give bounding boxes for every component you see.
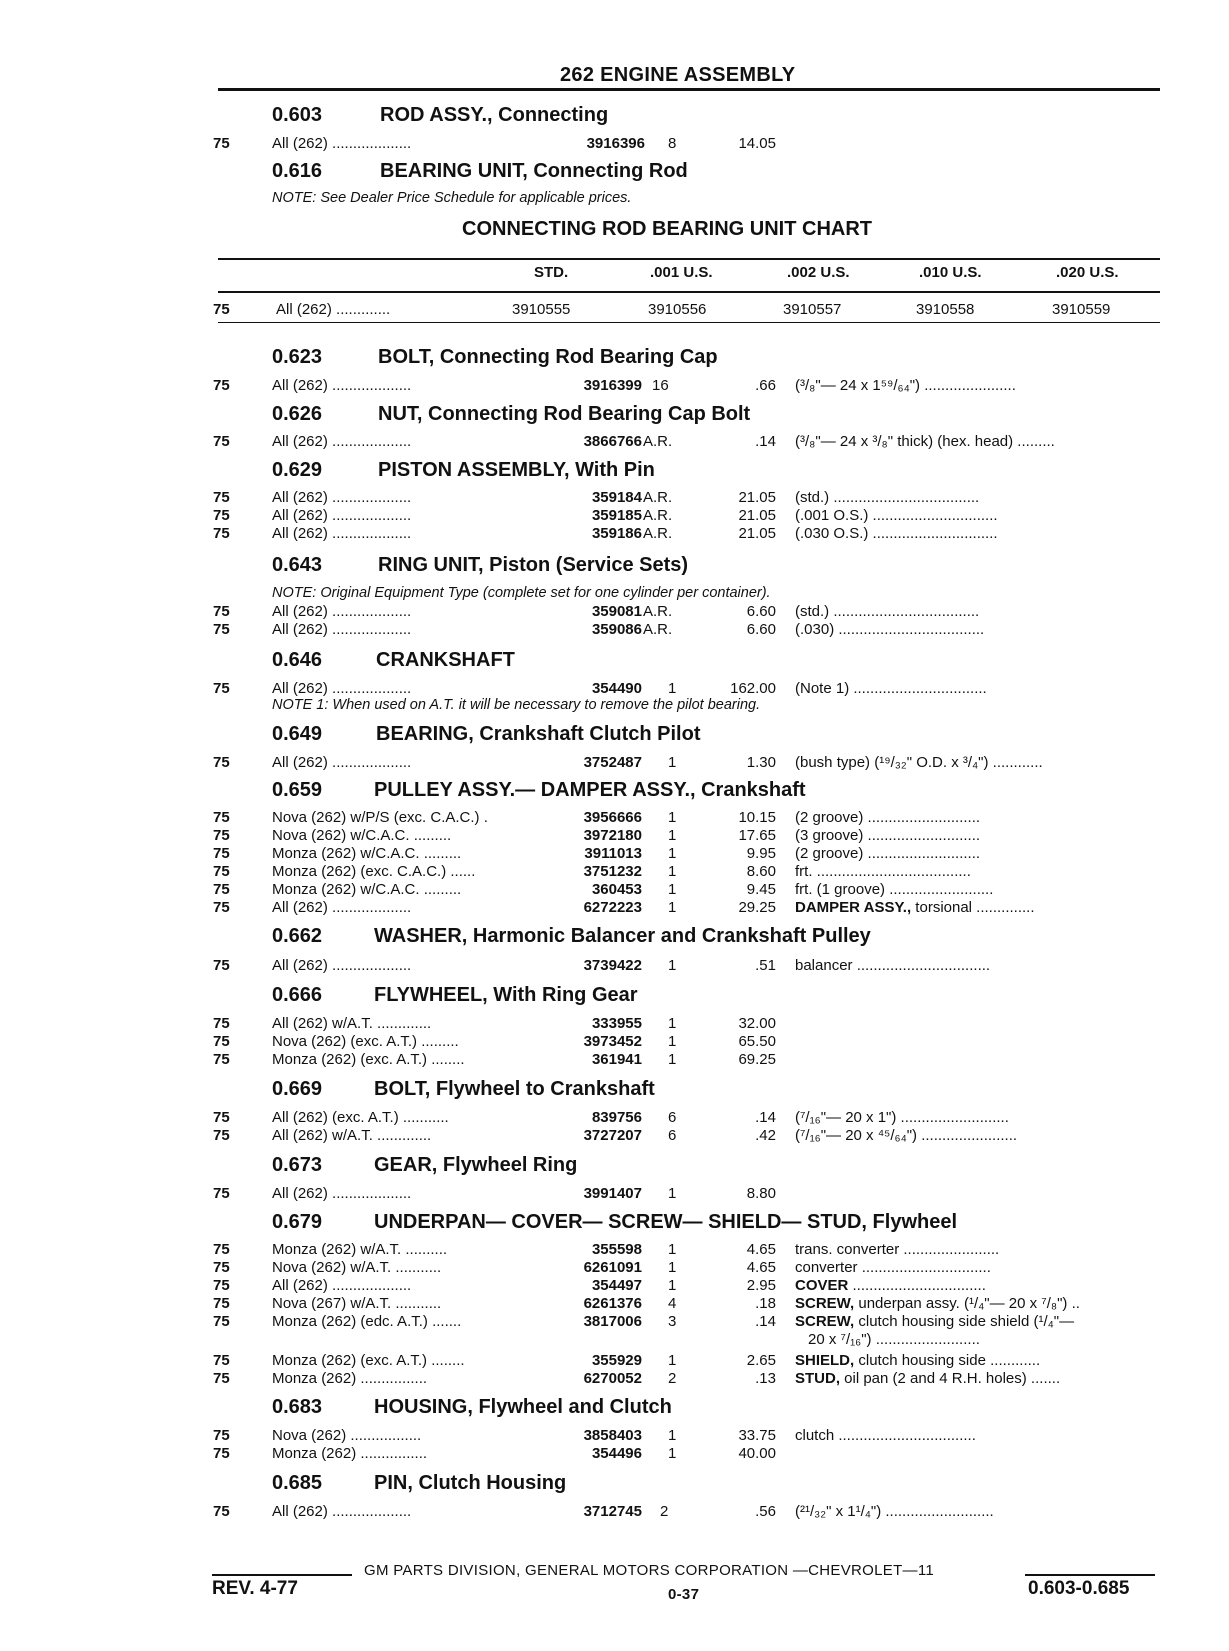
remark-text: underpan assy. (¹/₄"— 20 x ⁷/₈") ..	[854, 1295, 1080, 1312]
remark: (⁷/₁₆"— 20 x 1") ..........................	[795, 1109, 1009, 1126]
price: 2.95	[746, 1277, 776, 1294]
chart-header-002: .002 U.S.	[787, 264, 850, 281]
part-number: 3866766	[583, 433, 642, 450]
quantity: 1	[668, 845, 677, 862]
note: NOTE: Original Equipment Type (complete set for one cylinder per container).	[272, 585, 771, 601]
remark: (2 groove) ...........................	[795, 809, 981, 826]
part-number: 3752487	[583, 754, 642, 771]
remark-bold: SCREW,	[795, 1295, 855, 1312]
application: Nova (262) w/P/S (exc. C.A.C.) .	[272, 809, 488, 826]
price: 40.00	[738, 1445, 776, 1462]
quantity: 1	[668, 680, 677, 697]
year: 75	[213, 809, 230, 826]
application: All (262) ...................	[272, 489, 412, 506]
price: 2.65	[746, 1352, 776, 1369]
chart-header-std: STD.	[534, 264, 569, 281]
price: .14	[755, 433, 776, 450]
quantity: A.R.	[643, 603, 673, 620]
section-title: CRANKSHAFT	[376, 649, 515, 671]
quantity: 1	[668, 957, 677, 974]
quantity: 1	[668, 899, 677, 916]
part-number: 3956666	[583, 809, 642, 826]
remark	[795, 1352, 1040, 1369]
part-number: 354497	[591, 1277, 642, 1294]
price: 21.05	[738, 507, 776, 524]
part-number: 3712745	[583, 1503, 642, 1520]
quantity: 1	[668, 1352, 677, 1369]
section-title: BOLT, Flywheel to Crankshaft	[374, 1078, 655, 1100]
application: All (262) ...................	[272, 1503, 412, 1520]
remark: (³/₈"— 24 x ³/₈" thick) (hex. head) .........	[795, 433, 1055, 450]
year: 75	[213, 621, 230, 638]
application: All (262) ...................	[272, 680, 412, 697]
year: 75	[213, 1427, 230, 1444]
year: 75	[213, 489, 230, 506]
application: Monza (262) (exc. A.T.) ........	[272, 1352, 465, 1369]
year: 75	[213, 1051, 230, 1068]
quantity: 1	[668, 1015, 677, 1032]
footer-corporation: GM PARTS DIVISION, GENERAL MOTORS CORPORATION —CHEVROLET—11	[364, 1562, 935, 1579]
remark-bold: COVER	[795, 1277, 849, 1294]
price: 9.95	[746, 845, 776, 862]
part-number: 6270052	[583, 1370, 642, 1387]
price: 21.05	[738, 525, 776, 542]
year: 75	[213, 525, 230, 542]
section-number: 0.629	[272, 459, 323, 481]
section-title: RING UNIT, Piston (Service Sets)	[378, 554, 689, 576]
part-number: 359185	[591, 507, 642, 524]
quantity: 1	[668, 1427, 677, 1444]
chart-value: 3910559	[1052, 301, 1111, 318]
year: 75	[213, 1109, 230, 1126]
section-number: 0.683	[272, 1396, 323, 1418]
application: All (262) ...................	[272, 525, 412, 542]
section-number: 0.679	[272, 1211, 323, 1233]
quantity: 2	[668, 1370, 677, 1387]
quantity: 1	[668, 1445, 677, 1462]
year: 75	[213, 680, 230, 697]
application: All (262) ...................	[272, 957, 412, 974]
application: Monza (262) w/C.A.C. .........	[272, 845, 462, 862]
application: All (262) (exc. A.T.) ...........	[272, 1109, 449, 1126]
remark-bold: STUD,	[795, 1370, 840, 1387]
remark-bold: DAMPER ASSY.,	[795, 899, 912, 916]
part-number: 359081	[591, 603, 642, 620]
application: Monza (262) (exc. C.A.C.) ......	[272, 863, 476, 880]
remark-text: ................................	[848, 1277, 986, 1294]
section-number: 0.666	[272, 984, 323, 1006]
price: 1.30	[746, 754, 776, 771]
remark-bold: SHIELD,	[795, 1352, 855, 1369]
remark: converter ...............................	[795, 1259, 991, 1276]
section-title: BEARING UNIT, Connecting Rod	[380, 160, 688, 182]
year: 75	[213, 1370, 230, 1387]
application: Nova (262) w/A.T. ...........	[272, 1259, 442, 1276]
section-title: HOUSING, Flywheel and Clutch	[374, 1396, 672, 1418]
price: 21.05	[738, 489, 776, 506]
price: 9.45	[746, 881, 776, 898]
part-number: 3817006	[583, 1313, 642, 1330]
remark: (³/₈"— 24 x 1⁵⁹/₆₄") ......................	[795, 377, 1016, 394]
section-number: 0.603	[272, 104, 323, 126]
remark	[795, 1313, 1074, 1330]
application: All (262) ...................	[272, 433, 412, 450]
footer-page-number: 0-37	[668, 1586, 700, 1603]
part-number: 3973452	[583, 1033, 642, 1050]
section-number: 0.616	[272, 160, 323, 182]
year: 75	[213, 1015, 230, 1032]
year: 75	[213, 957, 230, 974]
part-number: 3991407	[583, 1185, 642, 1202]
part-number: 359186	[591, 525, 642, 542]
price: 65.50	[738, 1033, 776, 1050]
part-number: 355598	[591, 1241, 642, 1258]
price: .51	[755, 957, 776, 974]
quantity: 6	[668, 1109, 677, 1126]
section-title: ROD ASSY., Connecting	[380, 104, 609, 126]
application: All (262) ...................	[272, 135, 412, 152]
remark-text: clutch housing side ............	[854, 1352, 1041, 1369]
remark: (std.) ...................................	[795, 603, 980, 620]
remark: (2 groove) ...........................	[795, 845, 981, 862]
chart-title: CONNECTING ROD BEARING UNIT CHART	[462, 218, 872, 240]
remark: trans. converter .......................	[795, 1241, 1000, 1258]
quantity: A.R.	[643, 621, 673, 638]
price: 8.60	[746, 863, 776, 880]
remark: (²¹/₃₂" x 1¹/₄") ..........................	[795, 1503, 994, 1520]
application: Nova (262) (exc. A.T.) .........	[272, 1033, 459, 1050]
section-title: NUT, Connecting Rod Bearing Cap Bolt	[378, 403, 751, 425]
quantity: 1	[668, 1033, 677, 1050]
price: .13	[755, 1370, 776, 1387]
application: Nova (262) .................	[272, 1427, 422, 1444]
price: .56	[755, 1503, 776, 1520]
quantity: 1	[668, 1051, 677, 1068]
price: 4.65	[746, 1241, 776, 1258]
footer-revision: REV. 4-77	[212, 1578, 298, 1599]
price: 4.65	[746, 1259, 776, 1276]
application: Monza (262) w/A.T. ..........	[272, 1241, 448, 1258]
year: 75	[213, 301, 230, 318]
footer-rule-right	[1025, 1574, 1155, 1576]
section-number: 0.623	[272, 346, 323, 368]
remark-text: clutch housing side shield (¹/₄"—	[854, 1313, 1075, 1330]
part-number: 354496	[591, 1445, 642, 1462]
chart-value: 3910556	[648, 301, 707, 318]
quantity: A.R.	[643, 489, 673, 506]
quantity: 1	[668, 1241, 677, 1258]
footer-range: 0.603-0.685	[1028, 1578, 1130, 1599]
chart-top-rule	[218, 258, 1160, 260]
remark-continued: 20 x ⁷/₁₆") .........................	[808, 1331, 980, 1348]
year: 75	[213, 899, 230, 916]
part-number: 6272223	[583, 899, 642, 916]
year: 75	[213, 135, 230, 152]
year: 75	[213, 845, 230, 862]
remark: (⁷/₁₆"— 20 x ⁴⁵/₆₄") .......................	[795, 1127, 1018, 1144]
price: 14.05	[738, 135, 776, 152]
section-title: WASHER, Harmonic Balancer and Crankshaft Pulley	[374, 925, 871, 947]
part-number: 333955	[591, 1015, 642, 1032]
year: 75	[213, 1352, 230, 1369]
section-number: 0.643	[272, 554, 323, 576]
application: Nova (262) w/C.A.C. .........	[272, 827, 452, 844]
section-number: 0.669	[272, 1078, 323, 1100]
part-number: 360453	[591, 881, 642, 898]
note: NOTE 1: When used on A.T. it will be necessary to remove the pilot bearing.	[272, 697, 761, 713]
application: All (262) ...................	[272, 1185, 412, 1202]
remark-bold: SCREW,	[795, 1313, 855, 1330]
quantity: 3	[668, 1313, 677, 1330]
part-number: 3751232	[583, 863, 642, 880]
quantity: A.R.	[643, 433, 673, 450]
section-number: 0.626	[272, 403, 323, 425]
part-number: 839756	[591, 1109, 642, 1126]
application: All (262) ...................	[272, 603, 412, 620]
part-number: 3916396	[586, 135, 645, 152]
price: .14	[755, 1109, 776, 1126]
year: 75	[213, 1445, 230, 1462]
year: 75	[213, 377, 230, 394]
application: All (262) .............	[276, 301, 391, 318]
application: Monza (262) ................	[272, 1370, 428, 1387]
remark: (std.) ...................................	[795, 489, 980, 506]
page-title: 262 ENGINE ASSEMBLY	[560, 64, 796, 86]
section-title: GEAR, Flywheel Ring	[374, 1154, 578, 1176]
year: 75	[213, 1277, 230, 1294]
chart-header-020: .020 U.S.	[1056, 264, 1119, 281]
application: Nova (267) w/A.T. ...........	[272, 1295, 442, 1312]
chart-header-001: .001 U.S.	[650, 264, 713, 281]
part-number: 361941	[591, 1051, 642, 1068]
part-number: 359184	[591, 489, 642, 506]
remark: (bush type) (¹⁹/₃₂" O.D. x ³/₄") ............	[795, 754, 1043, 771]
price: 17.65	[738, 827, 776, 844]
chart-value: 3910558	[916, 301, 975, 318]
section-title: UNDERPAN— COVER— SCREW— SHIELD— STUD, Flywheel	[374, 1211, 958, 1233]
part-number: 3739422	[583, 957, 642, 974]
year: 75	[213, 433, 230, 450]
chart-bottom-rule	[218, 322, 1160, 323]
part-number: 6261376	[583, 1295, 642, 1312]
remark	[795, 1370, 1060, 1387]
section-number: 0.649	[272, 723, 323, 745]
year: 75	[213, 1295, 230, 1312]
application: Monza (262) w/C.A.C. .........	[272, 881, 462, 898]
remark	[795, 1295, 1080, 1312]
application: All (262) ...................	[272, 621, 412, 638]
section-title: PIN, Clutch Housing	[374, 1472, 567, 1494]
part-number: 3972180	[583, 827, 642, 844]
price: .14	[755, 1313, 776, 1330]
quantity: A.R.	[643, 507, 673, 524]
price: 29.25	[738, 899, 776, 916]
price: 8.80	[746, 1185, 776, 1202]
section-title: PULLEY ASSY.— DAMPER ASSY., Crankshaft	[374, 779, 806, 801]
remark	[795, 1277, 986, 1294]
year: 75	[213, 827, 230, 844]
remark	[795, 899, 1035, 916]
application: All (262) ...................	[272, 1277, 412, 1294]
price: .42	[755, 1127, 776, 1144]
chart-mid-rule	[218, 291, 1160, 293]
remark: (.030 O.S.) ..............................	[795, 525, 998, 542]
part-number: 355929	[591, 1352, 642, 1369]
year: 75	[213, 1127, 230, 1144]
price: 10.15	[738, 809, 776, 826]
year: 75	[213, 1313, 230, 1330]
remark: (.030) ...................................	[795, 621, 985, 638]
section-title: BOLT, Connecting Rod Bearing Cap	[378, 346, 718, 368]
remark: (3 groove) ...........................	[795, 827, 981, 844]
price: 69.25	[738, 1051, 776, 1068]
remark: frt. .....................................	[795, 863, 971, 880]
part-number: 359086	[591, 621, 642, 638]
quantity: 1	[668, 881, 677, 898]
year: 75	[213, 1033, 230, 1050]
quantity: 1	[668, 827, 677, 844]
footer-rule-left	[212, 1574, 352, 1576]
application: All (262) ...................	[272, 507, 412, 524]
price: 6.60	[746, 603, 776, 620]
quantity: 16	[652, 377, 669, 394]
section-title: BEARING, Crankshaft Clutch Pilot	[376, 723, 701, 745]
price: 33.75	[738, 1427, 776, 1444]
year: 75	[213, 1185, 230, 1202]
part-number: 6261091	[583, 1259, 642, 1276]
year: 75	[213, 863, 230, 880]
year: 75	[213, 881, 230, 898]
application: All (262) w/A.T. .............	[272, 1127, 432, 1144]
price: 32.00	[738, 1015, 776, 1032]
section-number: 0.673	[272, 1154, 323, 1176]
part-number: 3911013	[584, 845, 642, 862]
quantity: 1	[668, 1259, 677, 1276]
chart-value: 3910557	[783, 301, 842, 318]
quantity: 2	[660, 1503, 669, 1520]
section-number: 0.646	[272, 649, 323, 671]
part-number: 3916399	[583, 377, 642, 394]
remark-text: oil pan (2 and 4 R.H. holes) .......	[840, 1370, 1061, 1387]
price: 162.00	[730, 680, 776, 697]
part-number: 354490	[591, 680, 642, 697]
price: 6.60	[746, 621, 776, 638]
quantity: A.R.	[643, 525, 673, 542]
chart-value: 3910555	[512, 301, 571, 318]
header-rule	[218, 88, 1160, 91]
remark: clutch .................................	[795, 1427, 976, 1444]
year: 75	[213, 603, 230, 620]
part-number: 3858403	[583, 1427, 642, 1444]
application: All (262) ...................	[272, 754, 412, 771]
remark: frt. (1 groove) .........................	[795, 881, 994, 898]
remark: balancer ................................	[795, 957, 991, 974]
application: Monza (262) (exc. A.T.) ........	[272, 1051, 465, 1068]
price: .66	[755, 377, 776, 394]
quantity: 1	[668, 863, 677, 880]
quantity: 1	[668, 1185, 677, 1202]
application: All (262) w/A.T. .............	[272, 1015, 432, 1032]
quantity: 6	[668, 1127, 677, 1144]
application: Monza (262) (edc. A.T.) .......	[272, 1313, 462, 1330]
remark-text: torsional ..............	[911, 899, 1035, 916]
section-number: 0.659	[272, 779, 323, 801]
year: 75	[213, 1503, 230, 1520]
section-title: PISTON ASSEMBLY, With Pin	[378, 459, 655, 481]
remark: (Note 1) ................................	[795, 680, 987, 697]
part-number: 3727207	[583, 1127, 642, 1144]
section-title: FLYWHEEL, With Ring Gear	[374, 984, 638, 1006]
quantity: 1	[668, 754, 677, 771]
chart-header-010: .010 U.S.	[919, 264, 982, 281]
remark: (.001 O.S.) ..............................	[795, 507, 998, 524]
section-number: 0.685	[272, 1472, 323, 1494]
note: NOTE: See Dealer Price Schedule for applicable prices.	[272, 190, 632, 206]
application: All (262) ...................	[272, 899, 412, 916]
application: Monza (262) ................	[272, 1445, 428, 1462]
year: 75	[213, 507, 230, 524]
application: All (262) ...................	[272, 377, 412, 394]
year: 75	[213, 754, 230, 771]
year: 75	[213, 1241, 230, 1258]
quantity: 1	[668, 809, 677, 826]
quantity: 4	[668, 1295, 677, 1312]
price: .18	[755, 1295, 776, 1312]
quantity: 1	[668, 1277, 677, 1294]
section-number: 0.662	[272, 925, 323, 947]
quantity: 8	[668, 135, 677, 152]
year: 75	[213, 1259, 230, 1276]
